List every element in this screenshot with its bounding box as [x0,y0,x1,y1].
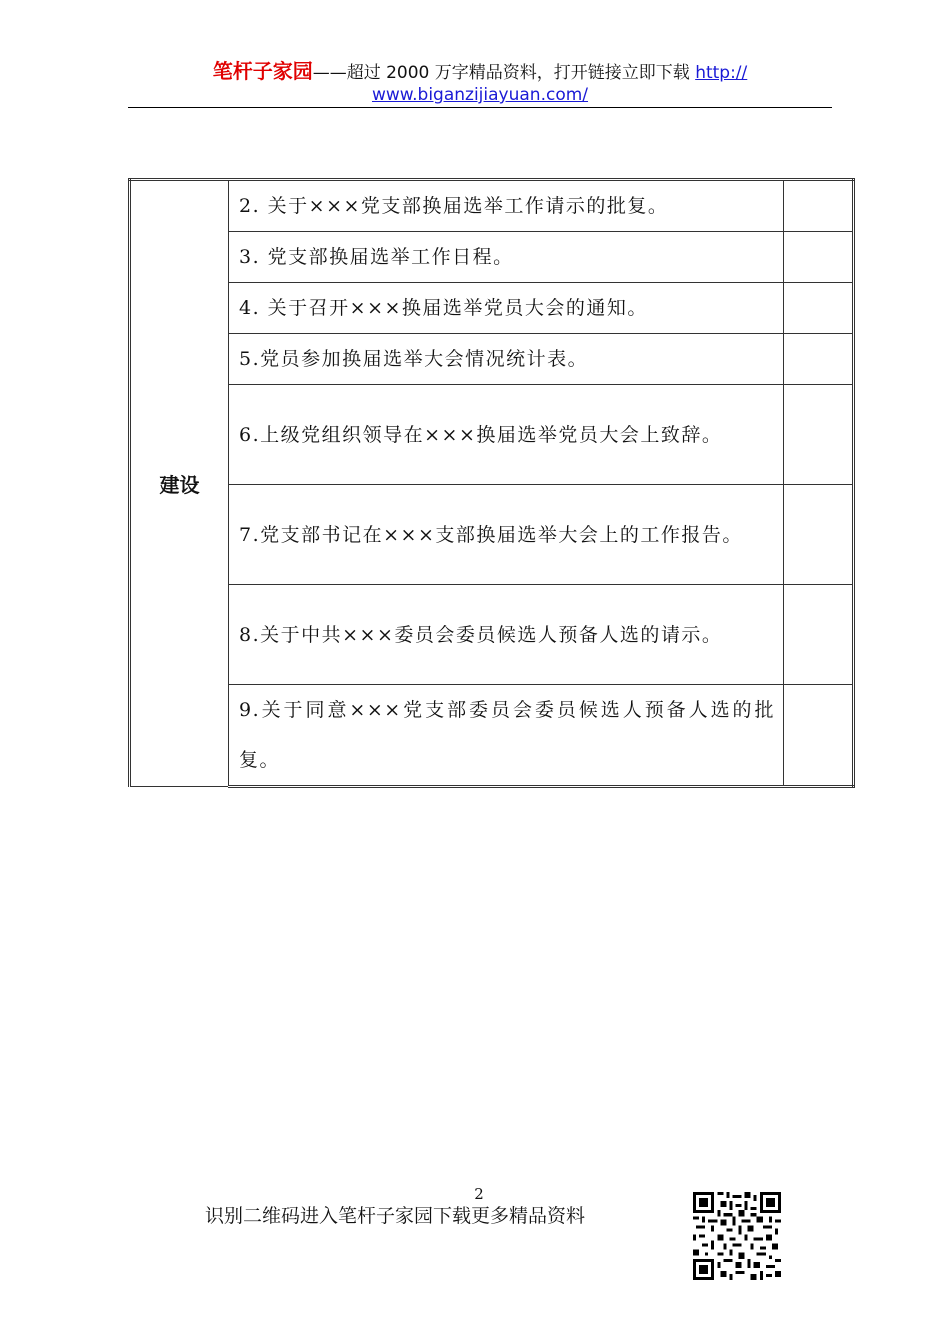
item-cell: 6.上级党组织领导在×××换届选举党员大会上致辞。 [229,385,784,485]
table-row [130,585,854,685]
item-cell: 9.关于同意×××党支部委员会委员候选人预备人选的批复。 [229,685,784,787]
header-tagline: ——超过 2000 万字精品资料，打开链接立即下载 [312,63,696,83]
table-row [130,685,854,787]
check-cell [784,385,854,485]
table-row [130,180,854,232]
check-cell [784,283,854,334]
footer-promo-text: 识别二维码进入笔杆子家园下载更多精品资料 [205,1205,586,1227]
table-row [130,334,854,385]
table-row [130,232,854,283]
item-cell: 7.党支部书记在×××支部换届选举大会上的工作报告。 [229,485,784,585]
brand-name: 笔杆子家园 [212,59,313,83]
check-cell [784,232,854,283]
site-link-part2[interactable]: www.biganzijiayuan.com/ [371,85,589,105]
check-cell [784,685,854,787]
item-cell: 8.关于中共×××委员会委员候选人预备人选的请示。 [229,585,784,685]
site-link-part1[interactable]: http:// [695,63,748,83]
header-divider [128,107,832,108]
check-cell [784,485,854,585]
page-header [128,60,832,106]
check-cell [784,180,854,232]
qr-code-icon[interactable] [693,1192,781,1280]
category-cell: 建设 [130,180,229,787]
table-row [130,485,854,585]
check-cell [784,585,854,685]
table-row [130,385,854,485]
page-number: 2 [474,1185,484,1203]
check-cell [784,334,854,385]
table-row [130,283,854,334]
item-cell: 4. 关于召开×××换届选举党员大会的通知。 [229,283,784,334]
item-cell: 3. 党支部换届选举工作日程。 [229,232,784,283]
item-cell: 5.党员参加换届选举大会情况统计表。 [229,334,784,385]
checklist-table [128,178,855,788]
item-cell: 2. 关于×××党支部换届选举工作请示的批复。 [229,180,784,232]
